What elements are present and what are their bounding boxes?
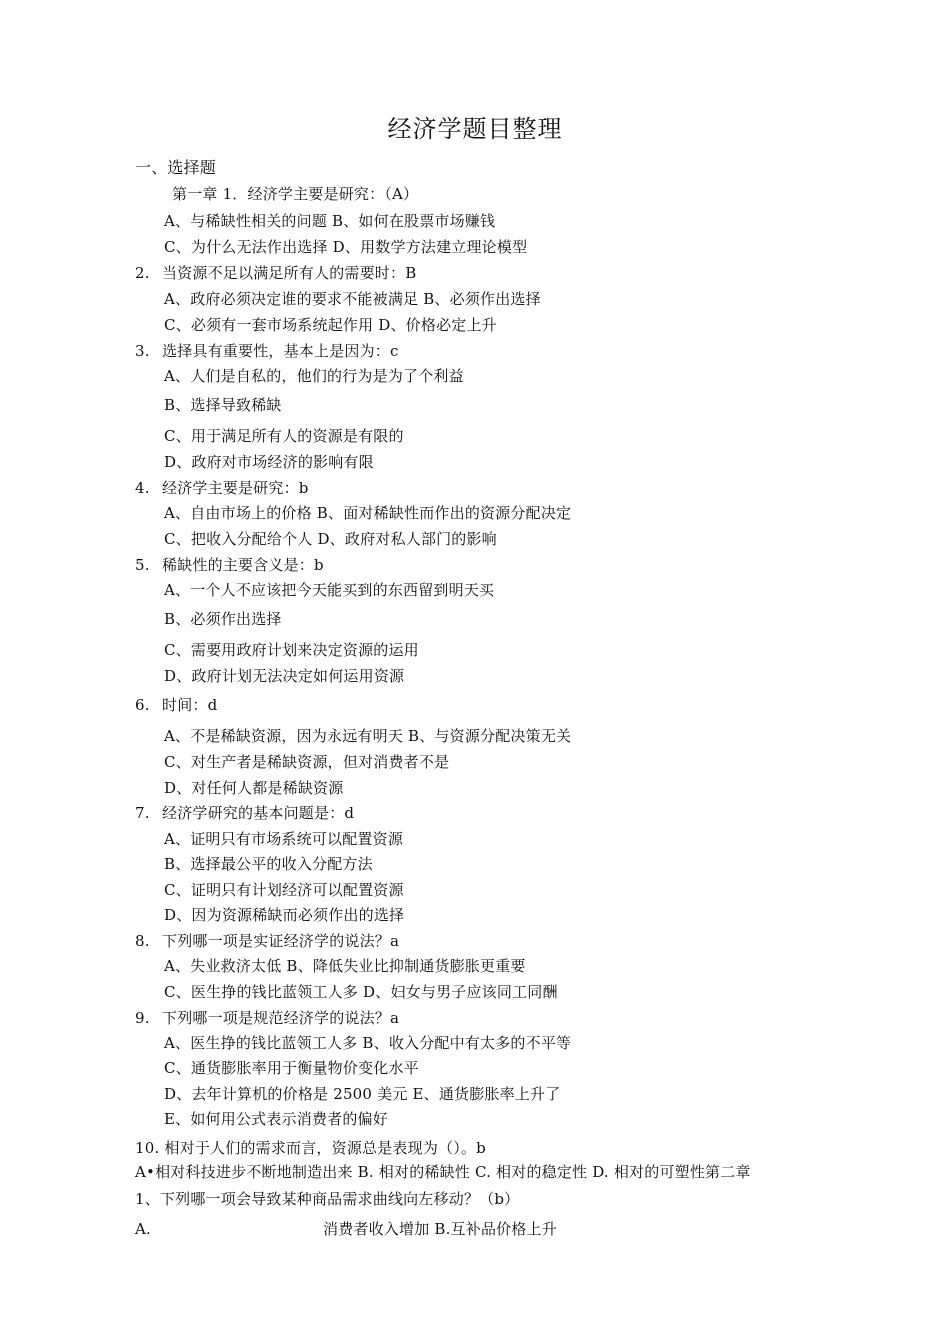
question-text: 选择具有重要性，基本上是因为：c — [162, 342, 399, 360]
options-line: A•相对科技进步不断地制造出来 B. 相对的稀缺性 C. 相对的稳定性 D. 相对的可塑性第二章 — [135, 1163, 751, 1181]
question-text: 稀缺性的主要含义是：b — [162, 556, 324, 574]
option: C、通货膨胀率用于衡量物价变化水平 — [164, 1059, 419, 1077]
question-10: 10. 相对于人们的需求而言，资源总是表现为（）。b — [135, 1139, 486, 1157]
options-line: A、不是稀缺资源，因为永远有明天 B、与资源分配决策无关 — [164, 727, 572, 745]
option: C、对生产者是稀缺资源，但对消费者不是 — [164, 753, 450, 771]
question-number: 8. — [135, 932, 150, 950]
option: D、政府对市场经济的影响有限 — [164, 453, 374, 471]
question-1: 第一章 1．经济学主要是研究：（A） — [172, 185, 419, 203]
question-number: 4. — [135, 479, 150, 497]
option: A、证明只有市场系统可以配置资源 — [164, 830, 404, 848]
option: C、证明只有计划经济可以配置资源 — [164, 881, 404, 899]
question-4 — [135, 478, 309, 498]
options-line: C、必须有一套市场系统起作用 D、价格必定上升 — [164, 316, 497, 334]
question-number: 2. — [135, 264, 150, 282]
option: B、必须作出选择 — [164, 610, 282, 628]
question-2 — [135, 263, 416, 283]
option: D、对任何人都是稀缺资源 — [164, 779, 344, 797]
options-line: C、医生挣的钱比蓝领工人多 D、妇女与男子应该同工同酬 — [164, 983, 558, 1001]
question-text: 时间：d — [162, 696, 218, 714]
chapter2-question-1: 1、下列哪一项会导致某种商品需求曲线向左移动？（b） — [135, 1190, 520, 1208]
question-9 — [135, 1008, 399, 1028]
options-line: A、政府必须决定谁的要求不能被满足 B、必须作出选择 — [164, 290, 541, 308]
option: A、一个人不应该把今天能买到的东西留到明天买 — [164, 581, 495, 599]
question-5 — [135, 555, 324, 575]
options-line: C、为什么无法作出选择 D、用数学方法建立理论模型 — [164, 238, 528, 256]
option: C、需要用政府计划来决定资源的运用 — [164, 641, 419, 659]
question-number: 5. — [135, 556, 150, 574]
question-6 — [135, 695, 217, 715]
question-7 — [135, 803, 354, 823]
question-text: 下列哪一项是实证经济学的说法？a — [162, 932, 400, 950]
option: B、选择导致稀缺 — [164, 396, 282, 414]
question-text: 当资源不足以满足所有人的需要时：B — [162, 264, 417, 282]
question-number: 6. — [135, 696, 150, 714]
question-number: 7. — [135, 804, 150, 822]
option: E、如何用公式表示消费者的偏好 — [164, 1110, 388, 1128]
options-line: A、医生挣的钱比蓝领工人多 B、收入分配中有太多的不平等 — [164, 1034, 572, 1052]
option: D、因为资源稀缺而必须作出的选择 — [164, 906, 405, 924]
option-label: A. — [135, 1220, 152, 1238]
question-number: 3. — [135, 342, 150, 360]
option: B、选择最公平的收入分配方法 — [164, 855, 373, 873]
options-line: A、自由市场上的价格 B、面对稀缺性而作出的资源分配决定 — [164, 504, 572, 522]
options-line: A、失业救济太低 B、降低失业比抑制通货膨胀更重要 — [164, 957, 526, 975]
question-text: 经济学研究的基本问题是：d — [162, 804, 355, 822]
option: A、人们是自私的，他们的行为是为了个利益 — [164, 367, 464, 385]
section-heading: 一、选择题 — [135, 158, 217, 177]
question-number: 9. — [135, 1009, 150, 1027]
option: D、政府计划无法决定如何运用资源 — [164, 667, 405, 685]
page-title: 经济学题目整理 — [387, 115, 563, 143]
question-3 — [135, 341, 399, 361]
question-text: 下列哪一项是规范经济学的说法？a — [162, 1009, 400, 1027]
options-line: A、与稀缺性相关的问题 B、如何在股票市场赚钱 — [164, 212, 496, 230]
question-8 — [135, 931, 399, 951]
options-line: 消费者收入增加 B.互补品价格上升 — [323, 1220, 557, 1238]
options-line: C、把收入分配给个人 D、政府对私人部门的影响 — [164, 530, 497, 548]
question-text: 经济学主要是研究：b — [162, 479, 309, 497]
options-line: D、去年计算机的价格是 2500 美元 E、通货膨胀率上升了 — [164, 1085, 561, 1103]
option: C、用于满足所有人的资源是有限的 — [164, 427, 404, 445]
